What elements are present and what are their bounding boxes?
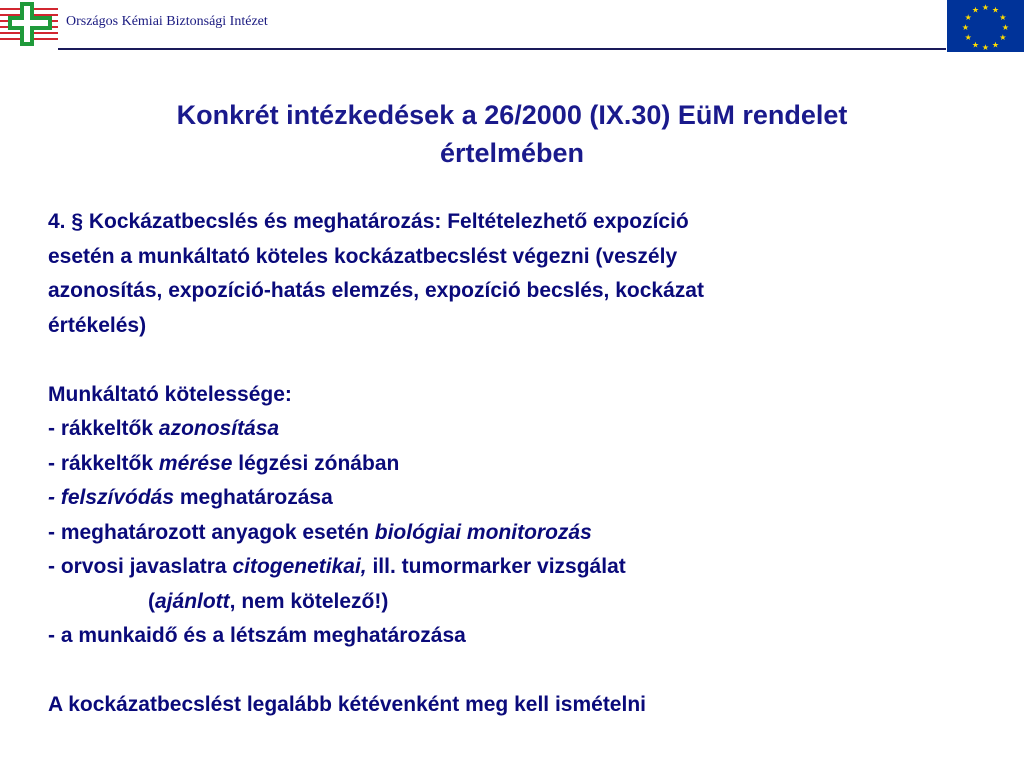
- duty-item-4-emphasis: biológiai monitorozás: [374, 520, 592, 544]
- duties-heading: Munkáltató kötelessége:: [48, 382, 292, 406]
- svg-text:★: ★: [964, 13, 972, 22]
- duty-item-5-note: [48, 585, 978, 620]
- duty-item-2: [48, 447, 978, 482]
- duty-item-5-emphasis: citogenetikai,: [232, 555, 367, 578]
- duty-note-emphasis: ajánlott: [155, 589, 230, 613]
- duty-note-open: (: [148, 589, 155, 613]
- duty-item-7: - a munkaidő és a létszám meghatározása: [48, 624, 466, 647]
- duty-item-4-text: - meghatározott anyagok esetén: [48, 520, 375, 544]
- svg-text:★: ★: [964, 33, 972, 42]
- title-line-2: értelmében: [439, 138, 585, 168]
- spacer: [48, 654, 978, 689]
- svg-text:★: ★: [999, 33, 1007, 42]
- duty-item-1: [48, 412, 978, 447]
- svg-text:★: ★: [999, 13, 1007, 22]
- svg-text:★: ★: [1001, 23, 1010, 32]
- svg-text:★: ★: [991, 40, 1000, 50]
- duty-item-5: [48, 550, 978, 585]
- duty-item-2-emphasis: mérése: [158, 451, 233, 475]
- duty-item-3-emphasis: - felszívódás: [48, 486, 175, 509]
- eu-flag-icon: [947, 0, 1024, 52]
- svg-text:★: ★: [961, 23, 970, 32]
- duty-item-3: [48, 481, 978, 516]
- org-name: Országos Kémiai Biztonsági Intézet: [66, 14, 268, 29]
- slide-title: [60, 96, 964, 172]
- svg-text:★: ★: [991, 5, 1000, 15]
- svg-text:★: ★: [971, 40, 980, 50]
- duty-item-1-text: - rákkeltők: [48, 417, 159, 440]
- para-line-3: azonosítás, expozíció-hatás elemzés, expozíció becslés, kockázat: [48, 279, 704, 302]
- spacer: [48, 343, 978, 378]
- duty-note-suffix: , nem kötelező!): [229, 589, 389, 613]
- duty-item-5-suffix: ill. tumormarker vizsgálat: [366, 555, 626, 578]
- green-cross-logo-icon: [0, 0, 60, 50]
- para-line-1: 4. § Kockázatbecslés és meghatározás: Feltételezhető expozíció: [48, 210, 689, 233]
- footer-statement: A kockázatbecslést legalább kétévenként meg kell ismételni: [48, 693, 646, 716]
- duty-item-5-text: - orvosi javaslatra: [48, 555, 233, 578]
- svg-text:★: ★: [981, 3, 990, 12]
- svg-text:★: ★: [971, 5, 980, 15]
- title-line-1: Konkrét intézkedések a 26/2000 (IX.30) EüM rendelet: [176, 100, 848, 130]
- duty-item-3-suffix: meghatározása: [174, 486, 333, 509]
- slide-body: [48, 205, 978, 723]
- duty-item-2-suffix: légzési zónában: [232, 451, 400, 475]
- svg-text:★: ★: [981, 43, 990, 52]
- para-line-4: értékelés): [48, 313, 147, 337]
- duty-item-4: [48, 516, 978, 551]
- header-bar: [0, 0, 1024, 52]
- duty-item-1-emphasis: azonosítása: [158, 417, 280, 440]
- duty-item-2-text: - rákkeltők: [48, 451, 159, 475]
- para-line-2: esetén a munkáltató köteles kockázatbecslést végezni (veszély: [48, 244, 678, 268]
